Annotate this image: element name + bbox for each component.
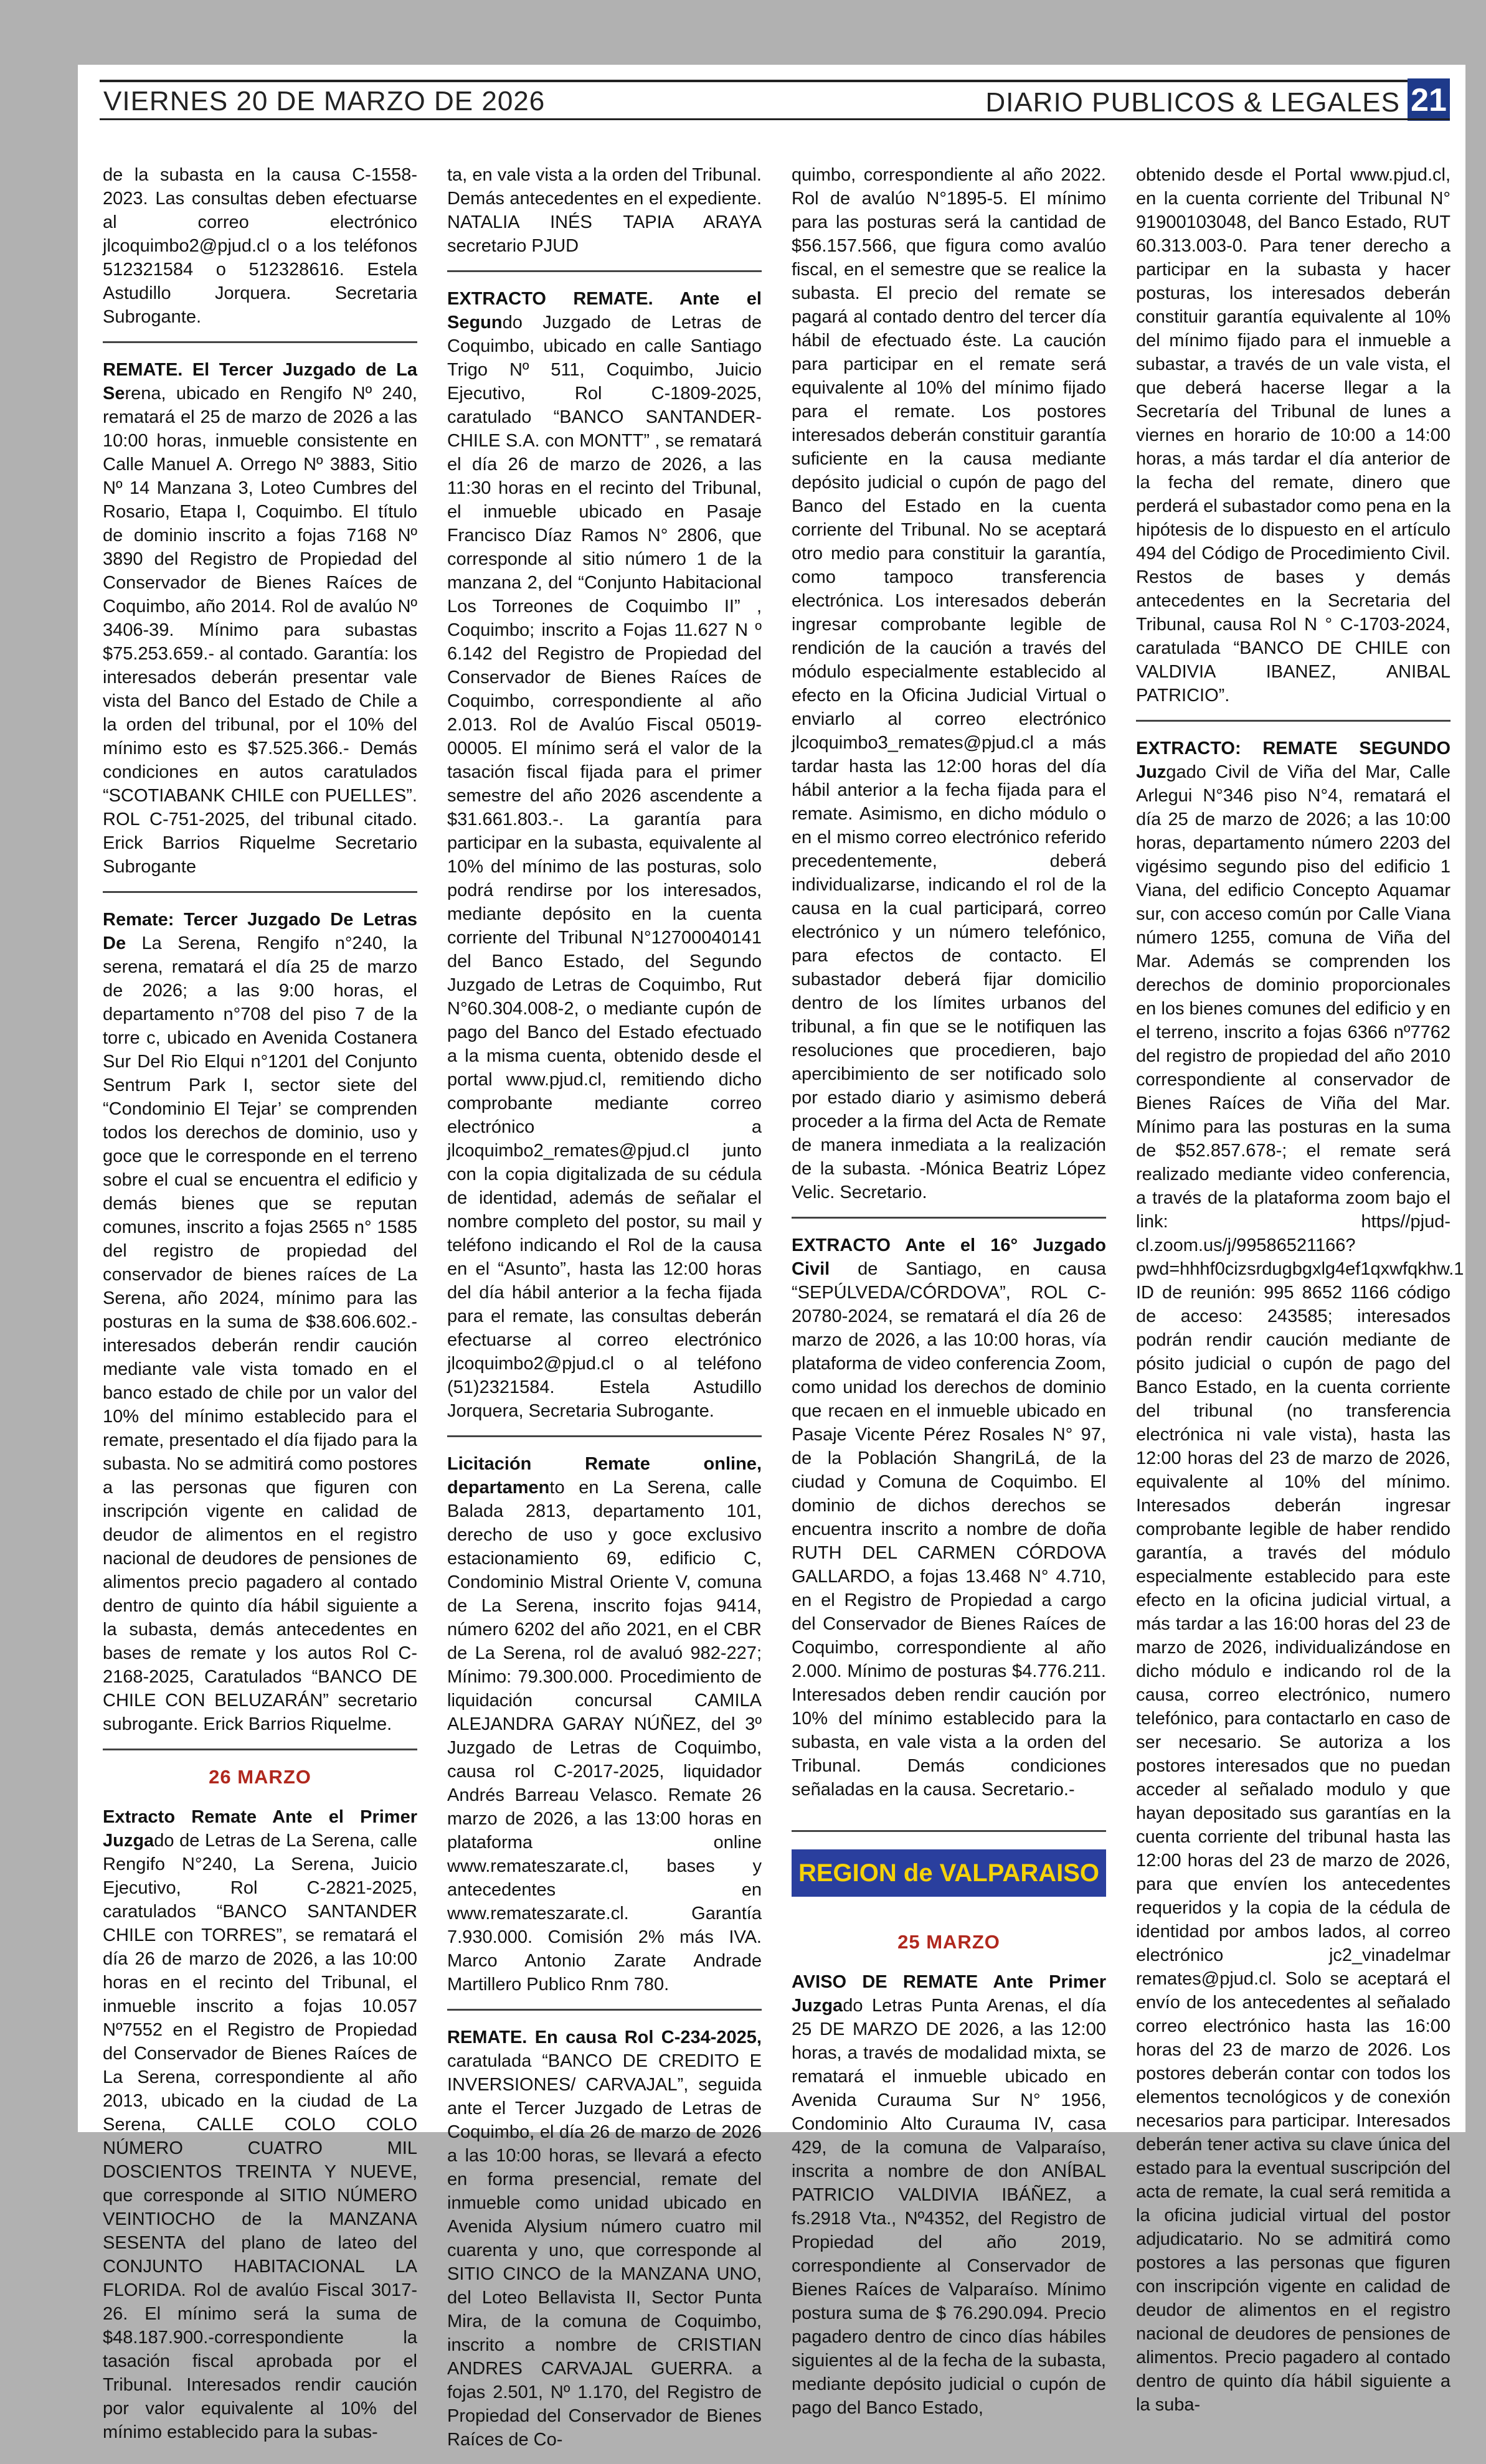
notice-lead: AVISO DE REMATE Ante Primer Juzga — [792, 1972, 1106, 2016]
column-4 — [1136, 163, 1464, 2415]
notice-lead: REMATE. En causa Rol C-234-2025, — [447, 2027, 762, 2047]
header-bottom-rule — [100, 118, 1450, 120]
notice-lead: EXTRACTO: REMATE SEGUNDO Juz — [1136, 739, 1451, 782]
notice — [103, 1805, 417, 2457]
notice-lead: EXTRACTO REMATE. Ante el Segun — [447, 289, 762, 333]
notice-body: de la subasta en la causa C-1558-2023. Las consultas deben efectuarse al correo electrónico jlcoquimbo2@pjud.cl o a los teléfonos 512321584 o 512328616. Estela Astudillo Jorquera. Secretaria Subrogante. — [103, 165, 417, 327]
notice-lead: Licitación Remate online, departamen — [447, 1454, 762, 1498]
notice-body: rena, ubicado en Rengifo Nº 240, rematará el 25 de marzo de 2026 a las 10:00 horas, inmueble consistente en Calle Manuel A. Orrego Nº 3883, Sitio Nº 14 Manzana 3, Loteo Cumbres del Rosario, Etapa I, Coquimbo. El título de dominio inscrito a fojas 7168 Nº 3890 del Registro de Propiedad del Conservador de Bienes Raíces de Coquimbo, año 2014. Rol de avalúo Nº 3406-39. Mínimo para subastas $75.253.659.- al contado. Garantía: los interesados deberán presentar vale vista del Banco del Estado de Chile a la orden del tribunal, por el 10% del mínimo esto es $7.525.366.- Demás condiciones en autos caratulados “SCOTIABANK CHILE con PUELLES”. ROL C-751-2025, del tribunal citado. Erick Barrios Riquelme Secretario Subrogante — [103, 384, 417, 877]
column-2 — [447, 163, 762, 2450]
notice-body: ta, en vale vista a la orden del Tribunal. Demás antecedentes en el expediente. NATALIA INÉS TAPIA ARAYA secretario PJUD — [447, 165, 762, 256]
notice-lead: REMATE. El Tercer Juzgado de La Se — [103, 360, 417, 404]
notice-body: to en La Serena, calle Balada 2813, departamento 101, derecho de uso y goce exclusivo estacionamiento 69, edificio C, Condominio Mistral Oriente V, comuna de La Serena, inscrito fojas 9414, número 6202 del año 2021, en el CBR de La Serena, rol de avaluó 982-227; Mínimo: 79.300.000. Procedimiento de liquidación concursal CAMILA ALEJANDRA GARAY NÚÑEZ, del 3º Juzgado de Letras de Coquimbo, causa rol C-2017-2025, liquidador Andrés Barreau Velasco. Remate 26 marzo de 2026, a las 13:00 horas en plataforma online www.remateszarate.cl, bases y antecedentes en www.remateszarate.cl. Garantía 7.930.000. Comisión 2% más IVA. Marco Antonio Zarate Andrade Martillero Publico Rnm 780. — [447, 1478, 762, 1994]
notice — [447, 2026, 762, 2464]
notice — [447, 287, 762, 1437]
notice-body: gado Civil de Viña del Mar, Calle Arlegui N°346 piso N°4, rematará el día 25 de marzo de 2026; a las 10:00 horas, departamento número 2203 del vigésimo segundo piso del edificio 1 Viana, del edificio Concepto Aquamar sur, con acceso común por Calle Viana número 1255, comuna de Viña del Mar. Además se comprenden los derechos de dominio proporcionales en los bienes comunes del edificio y en el terreno, inscrito a fojas 6366 nº7762 del registro de propiedad del año 2010 correspondiente al conservador de Bienes Raíces de Viña del Mar. Mínimo para las posturas en la suma de $52.857.678-; el remate será realizado mediante video conferencia, a través de la plataforma zoom bajo el link: https//pjud- cl.zoom.us/j/99586521166?pwd=hhhf0cizsrdugbgxlg4ef1qxwfqkhw.1 ID de reunión: 995 8652 1166 código de acceso: 243585; interesados podrán rendir caución mediante de pósito judicial o cupón de pago del Banco Estado, en la cuenta corriente del tribunal (no transferencia electrónica ni vale vista), hasta las 12:00 horas del 23 de marzo de 2026, equivalente al 10% del mínimo. Interesados deberán ingresar comprobante legible de haber rendido garantía, a través del módulo especialmente establecido para este efecto en la oficina judicial virtual, a más tardar a las 16:00 horas del 23 de marzo de 2026, individualizándose en dicho módulo e indicando rol de la causa, correo electrónico, numero telefónico, para contactarlo en caso de ser necesario. Se autoriza a los postores interesados que no puedan acceder al señalado modulo y que hayan depositado sus garantías en la cuenta corriente del tribunal hasta las 12:00 horas del 23 de marzo de 2026, para que envíen los antecedentes requeridos y la copia de la cédula de identidad por ambos lados, al correo electrónico jc2_vinadelmar remates@pjud.cl. Solo se aceptará el envío de los antecedentes al señalado correo electrónico hasta las 16:00 horas del 23 de marzo de 2026. Los postores deberán contar con todos los elementos tecnológicos y de conexión necesarios para participar. Interesados deberán tener activa su clave única del estado para la eventual suscripción del acta de remate, la cual será remitida a la oficina judicial virtual del postor adjudicatario. No se admitirá como postores a las personas que figuren con inscripción vigente en calidad de deudor de alimentos en el registro nacional de deudores de pensiones de alimentos. Precio pagadero al contado dentro de quinto día hábil siguiente a la suba- — [1136, 762, 1464, 2415]
notice — [792, 1234, 1106, 1814]
notice — [447, 1452, 762, 2011]
notice-body: de Santiago, en causa “SEPÚLVEDA/CÓRDOVA”, ROL C- 20780-2024, se rematará el día 26 de marzo de 2026, a las 10:00 horas, vía plataforma de video conferencia Zoom, como unidad los derechos de dominio que recaen en el inmueble ubicado en Pasaje Vicente Pérez Rosales N° 97, de la Población ShangriLá, de la ciudad y Comuna de Coquimbo. El dominio de dichos derechos se encuentra inscrito a nombre de doña RUTH DEL CARMEN CÓRDOVA GALLARDO, a fojas 13.468 N° 4.710, en el Registro de Propiedad a cargo del Conservador de Bienes Raíces de Coquimbo, correspondiente al año 2.000. Mínimo de posturas $4.776.211. Interesados deben rendir caución por 10% del mínimo establecido para la subasta, en vale vista a la orden del Tribunal. Demás condiciones señaladas en la causa. Secretario.- — [792, 1259, 1106, 1800]
notice — [1136, 737, 1464, 2429]
notice-body: La Serena, Rengifo n°240, la serena, rematará el día 25 de marzo de 2026; a las 9:00 horas, el departamento n°708 del piso 7 de la torre c, ubicado en Avenida Costanera Sur Del Rio Elqui n°1201 del Conjunto Sentrum Park I, sector siete del “Condominio El Tejar’ se comprenden todos los derechos de dominio, uso y goce que le corresponde en el terreno sobre el cual se encuentra el edificio y demás bienes que se reputan comunes, inscrito a fojas 2565 n° 1585 del registro de propiedad del conservador de bienes raíces de La Serena, año 2024, mínimo para las posturas en la suma de $38.606.602.- interesados deberán rendir caución mediante vale vista tomado en el banco estado de chile por un valor del 10% del mínimo establecido para el remate, presentado el día fijado para la subasta. No se admitirá como postores a las personas que figuren con inscripción vigente en calidad de deudor de alimentos en el registro nacional de deudores de pensiones de alimentos precio pagadero al contado dentro de quinto día hábil siguiente a la subasta, demás antecedentes en bases de remate y los autos Rol C-2168-2025, Caratulados “BANCO DE CHILE CON BELUZARÁN” secretario subrogante. Erick Barrios Riquelme. — [103, 933, 417, 1734]
region-banner-label: REGION de VALPARAISO — [792, 1849, 1106, 1897]
page-number-badge: 21 — [1408, 78, 1450, 121]
notice-body: do de Letras de La Serena, calle Rengifo N°240, La Serena, Juicio Ejecutivo, Rol C-2821-2025, caratulados “BANCO SANTANDER CHILE con TORRES”, se rematará el día 26 de marzo de 2026, a las 10:00 horas en el recinto del Tribunal, el inmueble inscrito a fojas 10.057 Nº7552 en el Registro de Propiedad del Conservador de Bienes Raíces de La Serena, correspondiente al año 2013, ubicado en la ciudad de La Serena, CALLE COLO COLO NÚMERO CUATRO MIL DOSCIENTOS TREINTA Y NUEVE, que corresponde al SITIO NÚMERO VEINTIOCHO de la MANZANA SESENTA del plano de lateo del CONJUNTO HABITACIONAL LA FLORIDA. Rol de avalúo Fiscal 3017-26. El mínimo será la suma de $48.187.900.-correspondiente la tasación fiscal aprobada por el Tribunal. Interesados rendir caución por valor equivalente al 10% del mínimo establecido para la subas- — [103, 1831, 417, 2442]
notice-lead: Extracto Remate Ante el Primer Juzga — [103, 1807, 417, 1851]
header-publication: DIARIO PUBLICOS & LEGALES — [985, 87, 1400, 118]
page-header — [100, 80, 1450, 123]
notice — [447, 163, 762, 272]
notice-body: do Letras Punta Arenas, el día 25 DE MARZO DE 2026, a las 12:00 horas, a través de modalidad mixta, se rematará el inmueble ubicado en Avenida Curauma Sur N° 1956, Condominio Alto Curauma IV, casa 429, de la comuna de Valparaíso, inscrita a nombre de don ANÍBAL PATRICIO VALDIVIA IBÁÑEZ, a fs.2918 Vta., Nº4352, del Registro de Propiedad del año 2019, correspondiente al Conservador de Bienes Raíces de Valparaíso. Mínimo postura suma de $ 76.290.094. Precio pagadero dentro de cinco días hábiles siguientes al de la fecha de la subasta, mediante depósito judicial o cupón de pago del Banco Estado, — [792, 1996, 1106, 2418]
notice-body: do Juzgado de Letras de Coquimbo, ubicado en calle Santiago Trigo Nº 511, Coquimbo, Juicio Ejecutivo, Rol C-1809-2025, caratulado “BANCO SANTANDER-CHILE S.A. con MONTT” , se rematará el día 26 de marzo de 2026, a las 11:30 horas en el recinto del Tribunal, el inmueble ubicado en Pasaje Francisco Díaz Ramos N° 2806, que corresponde al sitio número 1 de la manzana 2, del “Conjunto Habitacional Los Torreones de Coquimbo II” , Coquimbo; inscrito a Fojas 11.627 N º 6.142 del Registro de Propiedad del Conservador de Bienes Raíces de Coquimbo, correspondiente al año 2.013. Rol de Avalúo Fiscal 05019- 00005. El mínimo será el valor de la tasación fiscal fijada para el primer semestre del año 2026 ascendente a $31.661.803.-. La garantía para participar en la subasta, equivalente al 10% del mínimo de las posturas, solo podrá rendirse por los interesados, mediante depósito en la cuenta corriente del Tribunal N°12700040141 del Banco Estado, del Segundo Juzgado de Letras de Coquimbo, Rut N°60.304.008-2, o mediante cupón de pago del Banco del Estado efectuado a la misma cuenta, obtenido desde el portal www.pjud.cl, remitiendo dicho comprobante mediante correo electrónico a jlcoquimbo2_remates@pjud.cl junto con la copia digitalizada de su cédula de identidad, además de señalar el nombre completo del postor, su mail y teléfono indicando el Rol de la causa en el “Asunto”, hasta las 12:00 horas del día hábil anterior a la fecha fijada para el remate, las consultas deberán efectuarse al correo electrónico jlcoquimbo2@pjud.cl o al teléfono (51)2321584. Estela Astudillo Jorquera, Secretaria Subrogante. — [447, 313, 762, 1421]
notice-body: obtenido desde el Portal www.pjud.cl, en la cuenta corriente del Tribunal N° 91900103048, del Banco Estado, RUT 60.313.003-0. Para tener derecho a participar en la subasta y hacer posturas, los interesados deberán constituir garantía equivalente al 10% del mínimo fijado para el inmueble a subastar, a través de un vale vista, el que deberá hacerse llegar a la Secretaría del Tribunal de lunes a viernes en horario de 10:00 a 14:00 horas, a más tardar el día anterior de la fecha del remate, dinero que perderá el subastador como pena en la hipótesis de lo dispuesto en el artículo 494 del Código de Procedimiento Civil. Restos de bases y demás antecedentes en la Secretaria del Tribunal, causa Rol N ° C-1703-2024, caratulada “BANCO DE CHILE con VALDIVIA IBANEZ, ANIBAL PATRICIO”. — [1136, 165, 1451, 706]
notice — [103, 908, 417, 1750]
header-date: VIERNES 20 DE MARZO DE 2026 — [103, 86, 546, 116]
notice-body: quimbo, correspondiente al año 2022. Rol de avalúo N°1895-5. El mínimo para las posturas será la cantidad de $56.157.566, que figura como avalúo fiscal, en el semestre que se realice la subasta. El precio del remate se pagará al contado dentro del tercer día hábil de efectuado éste. La caución para participar en el remate será equivalente al 10% del mínimo fijado para el remate. Los postores interesados deberán constituir garantía suficiente en la causa mediante depósito judicial o cupón de pago del Banco del Estado en la cuenta corriente del Tribunal. No se aceptará otro medio para constituir la garantía, como tampoco transferencia electrónica. Los interesados deberán ingresar comprobante legible de rendición de la caución a través del módulo especialmente establecido al efecto en la Oficina Judicial Virtual o enviarlo al correo electrónico jlcoquimbo3_remates@pjud.cl a más tardar hasta las 12:00 horas del día hábil anterior a la fecha fijada para el remate. Asimismo, en dicho módulo o en el mismo correo electrónico referido precedentemente, deberá individualizarse, indicando el rol de la causa en la cual participará, correo electrónico y un número telefónico, para efectos de contacto. El subastador deberá fijar domicilio dentro de los límites urbanos del tribunal, a fin que se le notifiquen las resoluciones que procedieren, bajo apercibimiento de ser notificado solo por estado diario y asimismo deberá proceder a la firma del Acta de Remate de manera inmediata a la realización de la subasta. -Mónica Beatriz López Velic. Secretario. — [792, 165, 1106, 1202]
region-banner — [792, 1830, 1106, 1912]
column-3 — [792, 163, 1106, 2418]
date-heading: 25 MARZO — [897, 1931, 1000, 1953]
notice — [792, 163, 1106, 1219]
column-1 — [103, 163, 417, 2442]
header-top-rule — [100, 80, 1450, 82]
notice — [103, 163, 417, 343]
notice-lead: EXTRACTO Ante el 16° Juzgado Civil — [792, 1235, 1106, 1279]
notice-lead: Remate: Tercer Juzgado De Letras De — [103, 910, 417, 953]
notice-body: caratulada “BANCO DE CREDITO E INVERSIONES/ CARVAJAL”, seguida ante el Tercer Juzgado de Letras de Coquimbo, el día 26 de marzo de 2026 a las 10:00 horas, se llevará a efecto en forma presencial, remate del inmueble como unidad ubicado en Avenida Alysium número cuatro mil cuarenta y uno, que corresponde al SITIO CINCO de la MANZANA UNO, del Loteo Bellavista II, Sector Punta Mira, de la comuna de Coquimbo, inscrito a nombre de CRISTIAN ANDRES CARVAJAL GUERRA. a fojas 2.501, Nº 1.170, del Registro de Propiedad del Conservador de Bienes Raíces de Co- — [447, 2051, 762, 2450]
date-heading: 26 MARZO — [209, 1766, 311, 1788]
notice — [1136, 163, 1451, 722]
notice — [792, 1970, 1106, 2432]
columns — [103, 163, 1464, 2450]
notice — [103, 358, 417, 893]
